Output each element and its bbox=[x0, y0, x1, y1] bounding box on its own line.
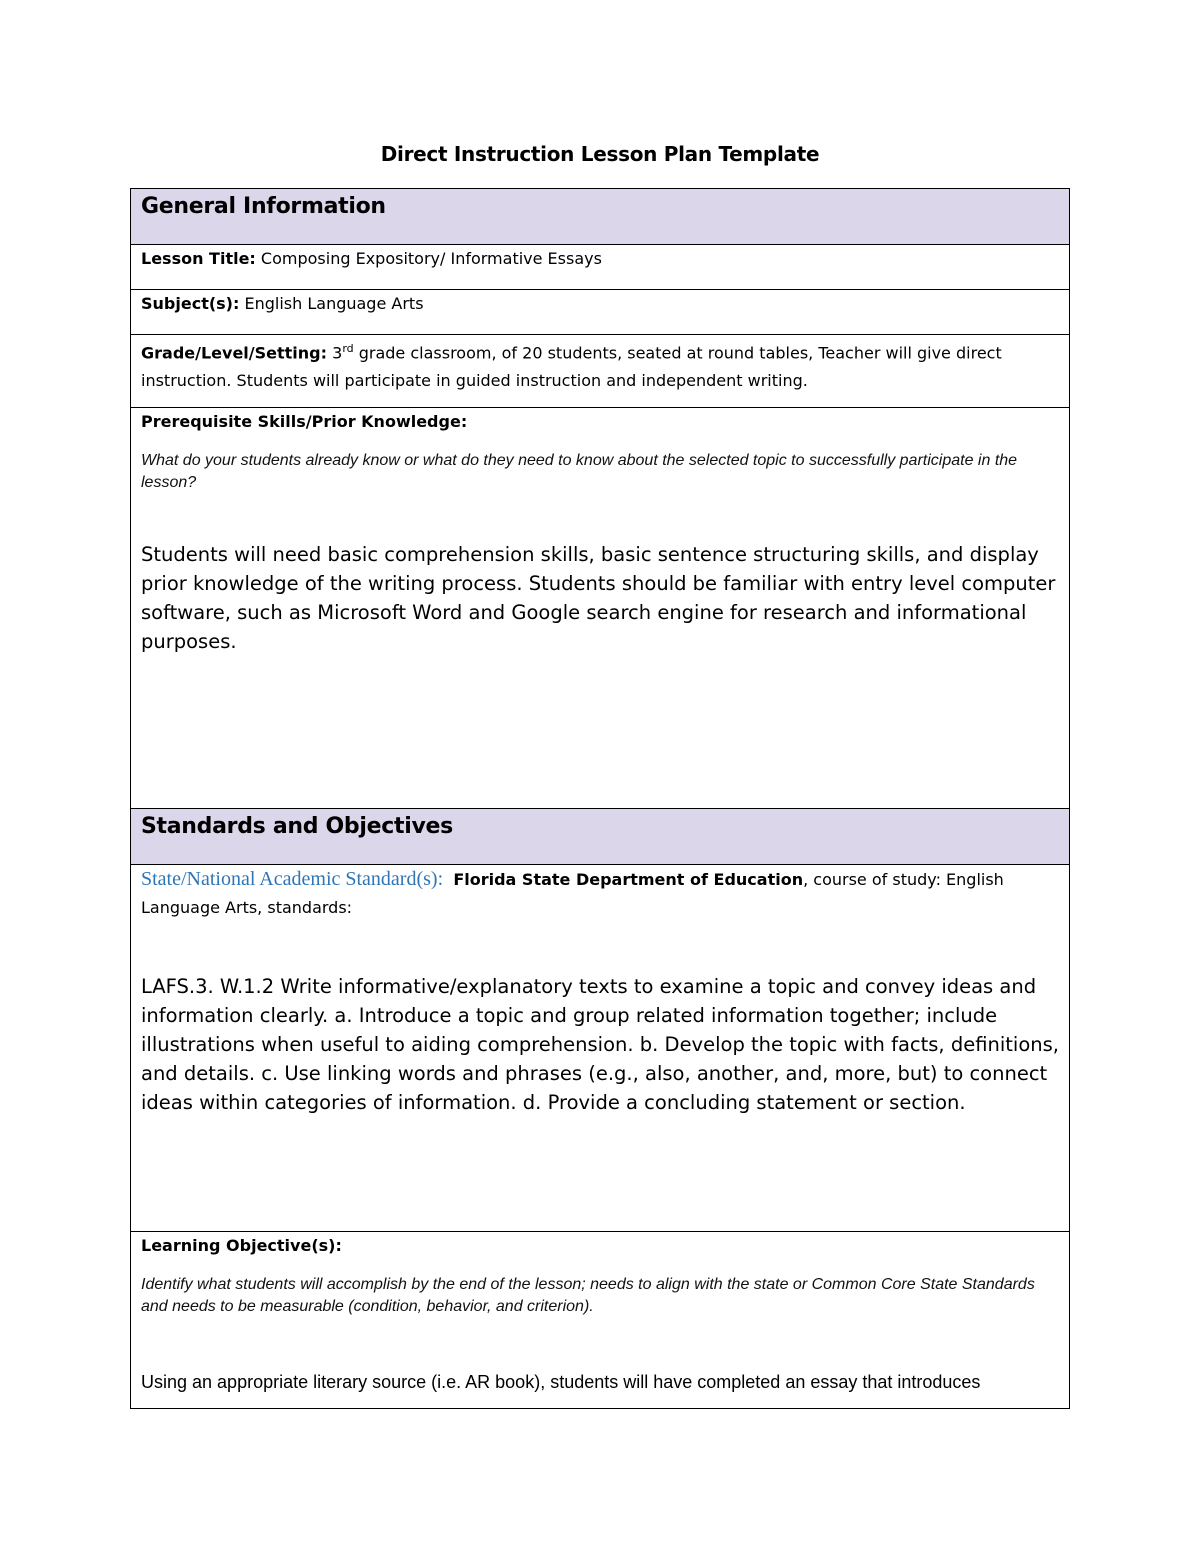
grade-ordinal-suffix: rd bbox=[342, 342, 354, 355]
subject-cell bbox=[131, 290, 1070, 335]
general-information-header-row bbox=[131, 189, 1070, 245]
lesson-title-label: Lesson Title: bbox=[141, 249, 256, 268]
section-heading: Standards and Objectives bbox=[141, 814, 453, 839]
standards-objectives-header bbox=[131, 809, 1070, 865]
lesson-plan-table bbox=[130, 188, 1070, 1409]
grade-label: Grade/Level/Setting: bbox=[141, 343, 328, 363]
lesson-title-cell bbox=[131, 245, 1070, 290]
subject-row bbox=[131, 290, 1070, 335]
prerequisite-answer: Students will need basic comprehension skills, basic sentence structuring skills, and display prior knowledge of the writing process. Students should be familiar with entry level computer software, such as Microsoft Word and Google search engine for research and informational purposes. bbox=[141, 543, 1056, 653]
grade-level-setting-cell bbox=[131, 335, 1070, 408]
section-heading: General Information bbox=[141, 194, 386, 219]
prerequisite-label: Prerequisite Skills/Prior Knowledge: bbox=[141, 412, 468, 431]
grade-level-setting-row bbox=[131, 335, 1070, 408]
learning-objective-answer: Using an appropriate literary source (i.e. AR book), students will have completed an essay that introduces bbox=[141, 1372, 981, 1392]
prerequisite-cell bbox=[131, 408, 1070, 809]
prerequisite-row bbox=[131, 408, 1070, 809]
document-title: Direct Instruction Lesson Plan Template bbox=[380, 142, 820, 166]
academic-standards-cell bbox=[131, 865, 1070, 1232]
standard-intro bbox=[141, 865, 1059, 922]
learning-objective-label: Learning Objective(s): bbox=[141, 1236, 342, 1255]
subject-value: English Language Arts bbox=[244, 294, 424, 313]
standard-suffix: , course of study: English Language Arts, standards: bbox=[141, 870, 1004, 917]
lesson-title-value: Composing Expository/ Informative Essays bbox=[260, 249, 602, 268]
general-information-header bbox=[131, 189, 1070, 245]
subject-label: Subject(s): bbox=[141, 294, 240, 313]
standard-source: Florida State Department of Education bbox=[453, 870, 804, 889]
standards-objectives-header-row bbox=[131, 809, 1070, 865]
academic-standards-row bbox=[131, 865, 1070, 1232]
learning-objective-row bbox=[131, 1232, 1070, 1409]
standard-label: State/National Academic Standard(s): bbox=[141, 868, 444, 890]
standard-text: LAFS.3. W.1.2 Write informative/explanatory texts to examine a topic and convey ideas and information clearly. a. Introduce a topic and group related information together; include illustrations when useful to aiding comprehension. b. Develop the topic with facts, definitions, and details. c. Use linking words and phrases (e.g., also, another, and, more, but) to connect ideas within categories of information. d. Provide a concluding statement or section. bbox=[141, 975, 1059, 1114]
learning-objective-prompt: Identify what students will accomplish by the end of the lesson; needs to align with the state or Common Core State Standards and needs to be measurable (condition, behavior, and criterion). bbox=[141, 1276, 1035, 1315]
grade-number: 3 bbox=[332, 343, 343, 363]
learning-objective-cell bbox=[131, 1232, 1070, 1409]
grade-value: grade classroom, of 20 students, seated at round tables, Teacher will give direct instruction. Students will participate in guided instruction and independent writing. bbox=[141, 343, 1002, 391]
lesson-title-row bbox=[131, 245, 1070, 290]
prerequisite-prompt: What do your students already know or what do they need to know about the selected topic to successfully participate in the lesson? bbox=[141, 452, 1018, 491]
